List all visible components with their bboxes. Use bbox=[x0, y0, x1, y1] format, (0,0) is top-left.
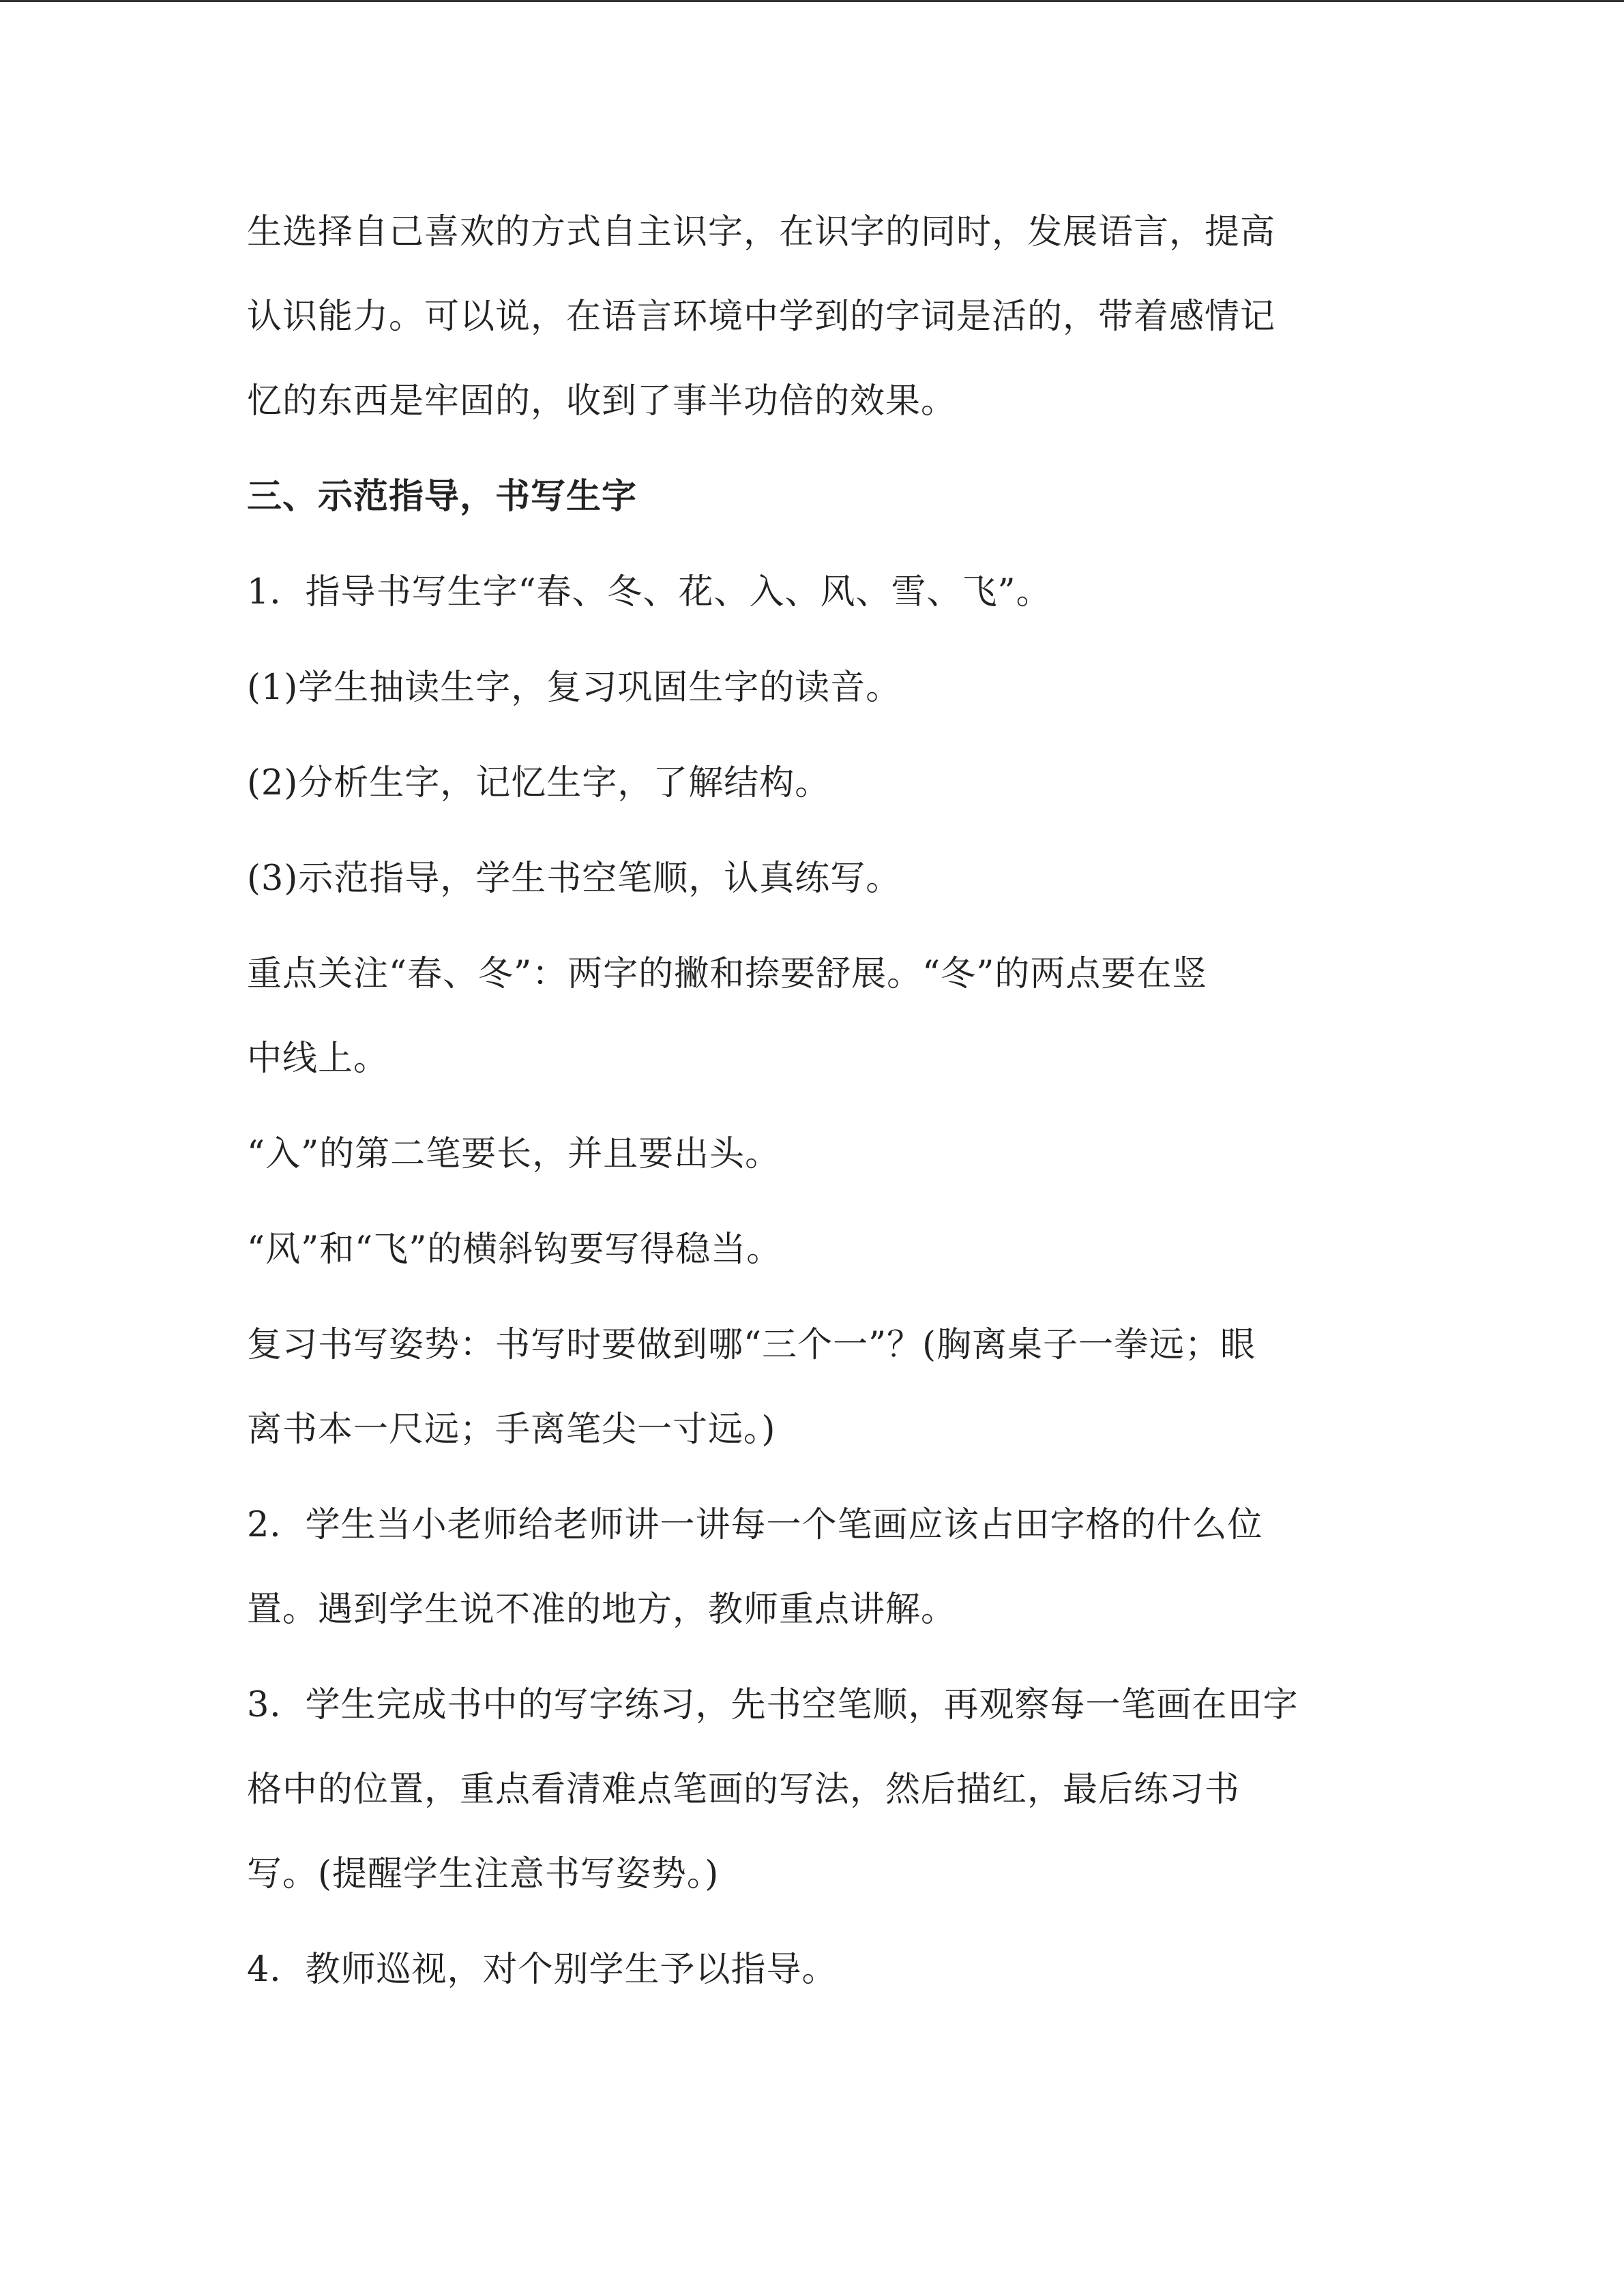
top-border-line bbox=[0, 0, 1624, 2]
section-heading: 三、示范指导，书写生字 bbox=[247, 477, 638, 517]
posture-paragraph bbox=[247, 1321, 1393, 1455]
step-3-paragraph bbox=[247, 1681, 1393, 1899]
step-2-paragraph bbox=[247, 1501, 1393, 1635]
intro-line-3: 忆的东西是牢固的，收到了事半功倍的效果。 bbox=[247, 381, 957, 421]
step-2-line-2: 置。遇到学生说不准的地方，教师重点讲解。 bbox=[247, 1590, 957, 1630]
step-1: 1．指导书写生字“春、冬、花、入、风、雪、飞”。 bbox=[247, 572, 1052, 612]
step-3-line-1: 3．学生完成书中的写字练习，先书空笔顺，再观察每一笔画在田字 bbox=[247, 1685, 1299, 1725]
sub-step-2: (2)分析生字，记忆生字，了解结构。 bbox=[247, 763, 831, 803]
document-page bbox=[247, 208, 1393, 1995]
intro-line-2: 认识能力。可以说，在语言环境中学到的字词是活的，带着感情记 bbox=[247, 297, 1276, 337]
step-3-line-3: 写。(提醒学生注意书写姿势。) bbox=[247, 1854, 720, 1894]
sub-step-3: (3)示范指导，学生书空笔顺，认真练写。 bbox=[247, 859, 902, 899]
note-feng-fei: “风”和“飞”的横斜钩要写得稳当。 bbox=[247, 1229, 782, 1270]
sub-step-1: (1)学生抽读生字，复习巩固生字的读音。 bbox=[247, 668, 902, 708]
intro-line-1: 生选择自己喜欢的方式自主识字，在识字的同时，发展语言，提高 bbox=[247, 212, 1276, 252]
note-ru: “入”的第二笔要长，并且要出头。 bbox=[247, 1134, 781, 1174]
focus-line-2: 中线上。 bbox=[247, 1039, 389, 1079]
focus-line-1: 重点关注“春、冬”：两字的撇和捺要舒展。“冬”的两点要在竖 bbox=[247, 954, 1208, 994]
intro-paragraph bbox=[247, 208, 1393, 426]
step-2-line-1: 2．学生当小老师给老师讲一讲每一个笔画应该占田字格的什么位 bbox=[247, 1505, 1263, 1545]
focus-paragraph bbox=[247, 950, 1393, 1084]
posture-line-2: 离书本一尺远；手离笔尖一寸远。) bbox=[247, 1410, 776, 1450]
posture-line-1: 复习书写姿势：书写时要做到哪“三个一”？(胸离桌子一拳远；眼 bbox=[247, 1325, 1256, 1365]
step-4: 4．教师巡视，对个别学生予以指导。 bbox=[247, 1950, 838, 1990]
step-3-line-2: 格中的位置，重点看清难点笔画的写法，然后描红，最后练习书 bbox=[247, 1770, 1241, 1810]
